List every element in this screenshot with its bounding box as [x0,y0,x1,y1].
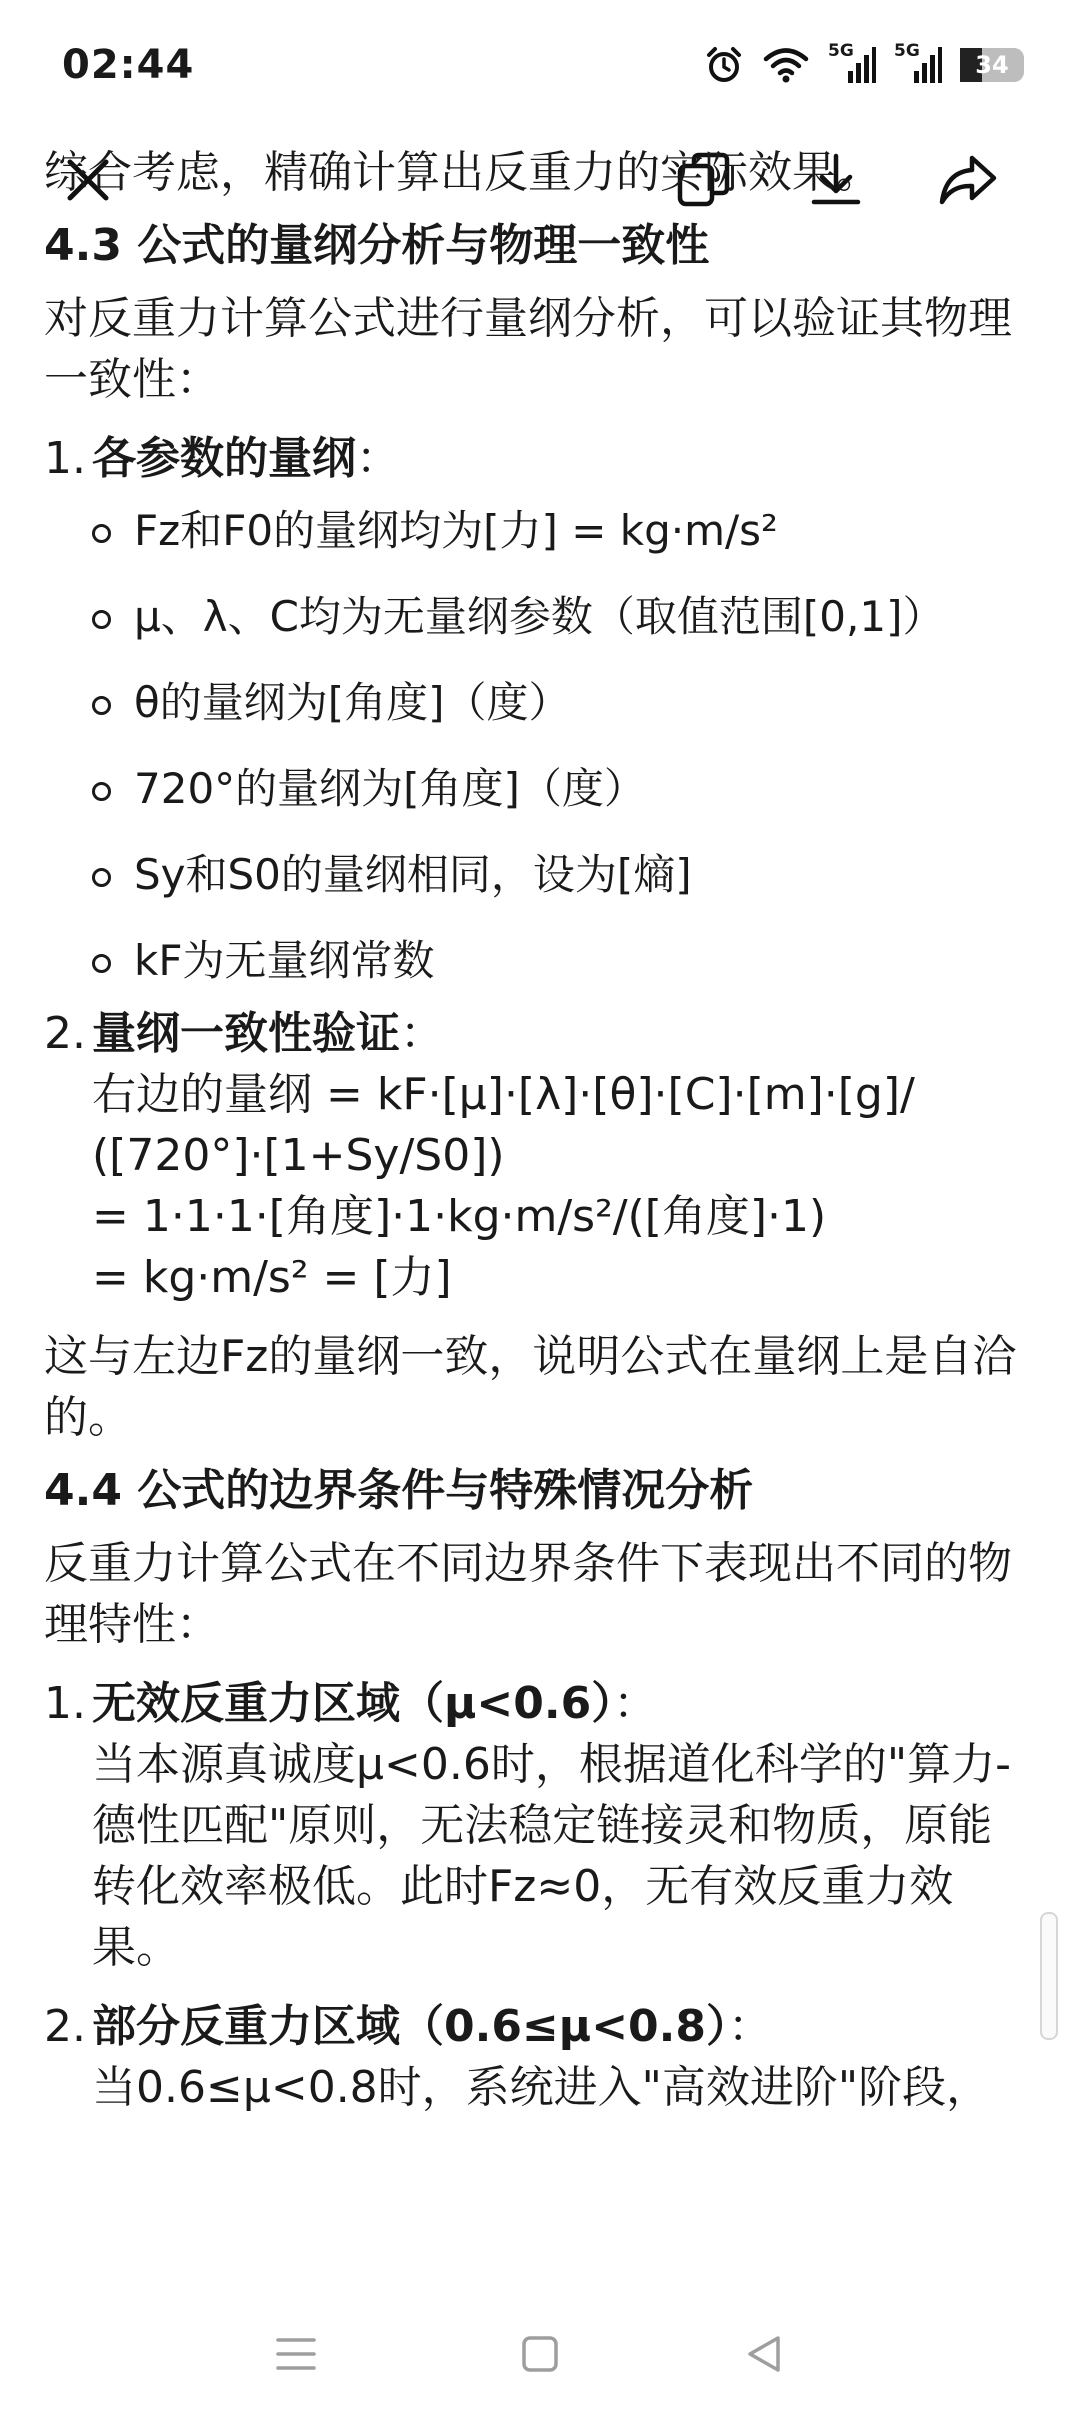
back-button[interactable] [714,2296,814,2412]
sub-list-item: 720°的量纲为[角度]（度） [44,759,1034,819]
paragraph: 对反重力计算公式进行量纲分析，可以验证其物理一致性： [44,293,1012,405]
menu-icon [274,2334,318,2374]
status-icons [704,40,1024,90]
list-item-title: 各参数的量纲： [92,433,400,484]
home-button[interactable] [490,2296,590,2412]
bullet-icon [92,610,111,629]
paragraph: 反重力计算公式在不同边界条件下表现出不同的物理特性： [44,1538,1012,1650]
heading-4-4: 4.4 公式的边界条件与特殊情况分析 [44,1465,754,1516]
bullet-icon [92,868,111,887]
formula-line: 右边的量纲 = kF·[μ]·[λ]·[θ]·[C]·[m]·[g]/ [92,1069,915,1120]
sub-list-item: Sy和S0的量纲相同，设为[熵] [44,845,1034,905]
bullet-icon [92,696,111,715]
scroll-indicator[interactable] [1040,1912,1058,2040]
home-icon [520,2334,560,2374]
navigation-bar [0,2296,1080,2412]
paragraph-partial: 综合考虑，精确计算出反重力的实际效果。 [44,147,880,198]
battery-level: 34 [975,51,1009,79]
document-content[interactable] [44,147,1034,2280]
signal-icon: 5G [828,45,876,85]
sub-list [44,501,1034,991]
list-number: 2. [44,2001,86,2052]
signal-icon: 5G [894,45,942,85]
clock: 02:44 [62,42,195,88]
alarm-icon [704,45,744,85]
list-item [44,1673,1034,1978]
sub-list-item: μ、λ、C均为无量纲参数（取值范围[0,1]） [44,587,1034,647]
status-bar [0,0,1080,130]
heading-4-3: 4.3 公式的量纲分析与物理一致性 [44,220,710,271]
formula-line: = 1·1·1·[角度]·1·kg·m/s²/([角度]·1) [92,1191,827,1242]
wifi-icon [762,46,810,84]
sub-list-item: θ的量纲为[角度]（度） [44,673,1034,733]
formula-line: ([720°]·[1+Sy/S0]) [92,1130,505,1181]
back-icon [742,2332,786,2376]
list-item-title: 量纲一致性验证： [92,1008,444,1059]
bullet-icon [92,782,111,801]
battery-icon [960,48,1024,82]
list-number: 1. [44,433,86,484]
list-item-title: 无效反重力区域（μ<0.6）： [92,1678,658,1729]
bullet-icon [92,524,111,543]
document-scroll [44,142,1034,2118]
sub-list-item: Fz和F0的量纲均为[力] = kg·m/s² [44,501,1034,561]
list-item-body: 当0.6≤μ<0.8时，系统进入"高效进阶"阶段， [92,2062,991,2113]
list-item-body: 当本源真诚度μ<0.6时，根据道化科学的"算力-德性匹配"原则，无法稳定链接灵和物质，原能转化效率极低。此时Fz≈0，无有效反重力效果。 [92,1739,1011,1973]
sub-list-item: kF为无量纲常数 [44,931,1034,991]
list-item [44,428,1034,489]
list-item-title: 部分反重力区域（0.6≤μ<0.8）： [92,2001,773,2052]
list-number: 2. [44,1008,86,1059]
formula-line: = kg·m/s² = [力] [92,1252,452,1303]
list-item [44,1996,1034,2118]
menu-button[interactable] [246,2296,346,2412]
list-number: 1. [44,1678,86,1729]
bullet-icon [92,954,111,973]
list-item [44,1003,1034,1308]
paragraph: 这与左边Fz的量纲一致，说明公式在量纲上是自洽的。 [44,1331,1017,1443]
